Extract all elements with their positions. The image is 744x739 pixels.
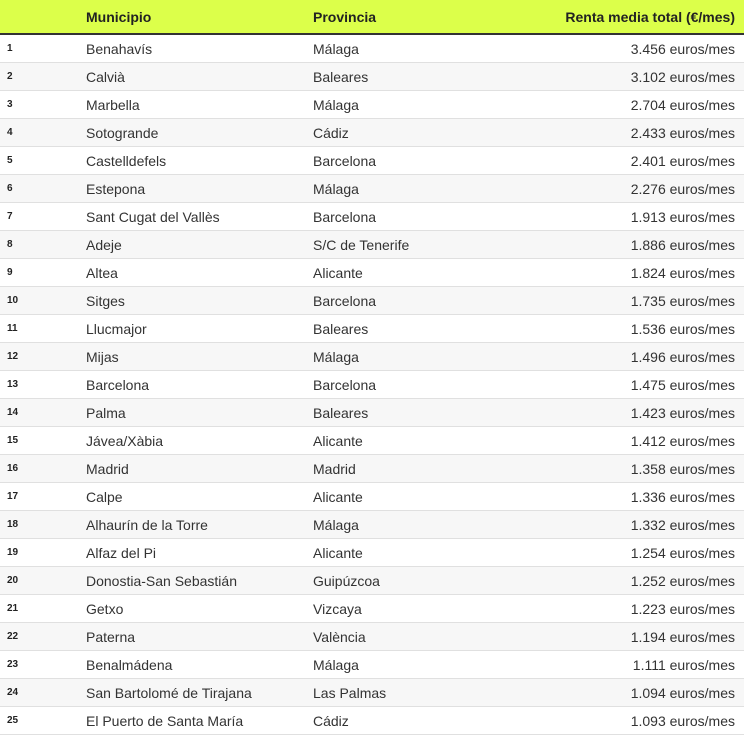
cell-provincia: Cádiz — [313, 124, 349, 141]
cell-provincia: Málaga — [313, 516, 359, 533]
cell-provincia: Madrid — [313, 460, 356, 477]
cell-rank: 7 — [7, 211, 13, 222]
cell-municipio: Calvià — [86, 68, 125, 85]
cell-provincia: Baleares — [313, 68, 369, 85]
cell-provincia: Barcelona — [313, 208, 377, 225]
cell-provincia: Baleares — [313, 320, 369, 337]
cell-rank: 17 — [7, 491, 19, 502]
table-row — [0, 455, 744, 483]
cell-municipio: Sitges — [86, 292, 125, 309]
table-row — [0, 287, 744, 315]
cell-provincia: Alicante — [313, 264, 363, 281]
cell-municipio: Sotogrande — [86, 124, 159, 141]
table-row — [0, 511, 744, 539]
cell-municipio: Benahavís — [86, 40, 153, 57]
cell-rank: 22 — [7, 631, 19, 642]
cell-provincia: Alicante — [313, 544, 363, 561]
cell-rank: 9 — [7, 267, 13, 278]
table-row — [0, 371, 744, 399]
cell-renta: 1.252 euros/mes — [630, 572, 735, 589]
table-header — [0, 0, 744, 35]
cell-municipio: Jávea/Xàbia — [86, 432, 164, 449]
cell-renta: 2.433 euros/mes — [630, 124, 735, 141]
table-row — [0, 259, 744, 287]
cell-provincia: Málaga — [313, 96, 359, 113]
table-row — [0, 539, 744, 567]
cell-renta: 1.194 euros/mes — [630, 628, 735, 645]
cell-municipio: Altea — [86, 264, 118, 281]
cell-renta: 1.093 euros/mes — [630, 712, 735, 729]
cell-municipio: Marbella — [86, 96, 140, 113]
cell-provincia: Barcelona — [313, 376, 377, 393]
cell-renta: 1.254 euros/mes — [630, 544, 735, 561]
cell-rank: 11 — [7, 323, 18, 334]
cell-provincia: Guipúzcoa — [313, 572, 380, 589]
table-row — [0, 231, 744, 259]
cell-rank: 1 — [7, 43, 13, 54]
cell-renta: 1.536 euros/mes — [630, 320, 735, 337]
cell-rank: 16 — [7, 463, 19, 474]
cell-rank: 24 — [7, 687, 19, 698]
cell-municipio: Estepona — [86, 180, 146, 197]
cell-provincia: Vizcaya — [313, 600, 362, 617]
table-row — [0, 623, 744, 651]
table-row — [0, 427, 744, 455]
cell-municipio: El Puerto de Santa María — [86, 712, 244, 729]
cell-rank: 13 — [7, 379, 19, 390]
cell-renta: 1.223 euros/mes — [630, 600, 735, 617]
cell-renta: 2.276 euros/mes — [630, 180, 735, 197]
cell-renta: 1.358 euros/mes — [630, 460, 735, 477]
table-row — [0, 399, 744, 427]
cell-municipio: Mijas — [86, 348, 119, 365]
table-row — [0, 707, 744, 735]
cell-municipio: Alfaz del Pi — [86, 544, 157, 561]
cell-municipio: Madrid — [86, 460, 129, 477]
cell-rank: 21 — [7, 603, 19, 614]
table-row — [0, 567, 744, 595]
header-provincia: Provincia — [313, 8, 377, 25]
cell-provincia: S/C de Tenerife — [313, 236, 410, 253]
cell-municipio: Llucmajor — [86, 320, 147, 337]
cell-provincia: Baleares — [313, 404, 369, 421]
cell-rank: 4 — [7, 127, 13, 138]
cell-provincia: Málaga — [313, 348, 359, 365]
table-row — [0, 91, 744, 119]
cell-rank: 20 — [7, 575, 19, 586]
table-row — [0, 147, 744, 175]
cell-municipio: Benalmádena — [86, 656, 173, 673]
cell-provincia: Málaga — [313, 656, 359, 673]
cell-provincia: Cádiz — [313, 712, 349, 729]
cell-provincia: Alicante — [313, 488, 363, 505]
cell-rank: 8 — [7, 239, 13, 250]
cell-municipio: San Bartolomé de Tirajana — [86, 684, 252, 701]
cell-renta: 1.824 euros/mes — [630, 264, 735, 281]
cell-municipio: Getxo — [86, 600, 124, 617]
cell-rank: 25 — [7, 715, 19, 726]
cell-municipio: Alhaurín de la Torre — [86, 516, 208, 533]
cell-municipio: Calpe — [86, 488, 123, 505]
table-row — [0, 343, 744, 371]
header-municipio: Municipio — [86, 8, 152, 25]
cell-renta: 1.886 euros/mes — [630, 236, 735, 253]
cell-municipio: Palma — [86, 404, 126, 421]
cell-renta: 1.475 euros/mes — [630, 376, 735, 393]
cell-renta: 3.456 euros/mes — [630, 40, 735, 57]
cell-renta: 1.111 euros/mes — [632, 656, 735, 673]
table-row — [0, 63, 744, 91]
cell-rank: 12 — [7, 351, 19, 362]
cell-rank: 15 — [7, 435, 19, 446]
cell-provincia: Barcelona — [313, 152, 377, 169]
cell-renta: 2.401 euros/mes — [630, 152, 735, 169]
cell-municipio: Donostia-San Sebastián — [86, 572, 237, 589]
cell-renta: 1.336 euros/mes — [630, 488, 735, 505]
header-renta: Renta media total (€/mes) — [565, 8, 735, 25]
cell-rank: 14 — [7, 407, 19, 418]
cell-renta: 3.102 euros/mes — [630, 68, 735, 85]
table-row — [0, 315, 744, 343]
cell-provincia: Las Palmas — [313, 684, 387, 701]
cell-provincia: Barcelona — [313, 292, 377, 309]
table-row — [0, 651, 744, 679]
cell-provincia: Málaga — [313, 180, 359, 197]
cell-rank: 10 — [7, 295, 19, 306]
cell-municipio: Castelldefels — [86, 152, 167, 169]
cell-provincia: Málaga — [313, 40, 359, 57]
cell-provincia: València — [313, 628, 366, 645]
cell-municipio: Barcelona — [86, 376, 150, 393]
cell-provincia: Alicante — [313, 432, 363, 449]
table-row — [0, 175, 744, 203]
cell-renta: 1.094 euros/mes — [630, 684, 735, 701]
cell-rank: 23 — [7, 659, 19, 670]
table-body — [0, 35, 744, 735]
table-row — [0, 483, 744, 511]
cell-rank: 18 — [7, 519, 19, 530]
cell-municipio: Adeje — [86, 236, 122, 253]
cell-renta: 1.913 euros/mes — [630, 208, 735, 225]
cell-renta: 1.735 euros/mes — [630, 292, 735, 309]
cell-municipio: Sant Cugat del Vallès — [86, 208, 220, 225]
cell-renta: 1.412 euros/mes — [630, 432, 735, 449]
cell-renta: 1.332 euros/mes — [630, 516, 735, 533]
cell-rank: 2 — [7, 71, 13, 82]
cell-renta: 1.423 euros/mes — [630, 404, 735, 421]
cell-rank: 3 — [7, 99, 13, 110]
table-row — [0, 35, 744, 63]
cell-municipio: Paterna — [86, 628, 136, 645]
cell-rank: 19 — [7, 547, 19, 558]
table-row — [0, 119, 744, 147]
table-row — [0, 595, 744, 623]
cell-rank: 6 — [7, 183, 13, 194]
cell-renta: 2.704 euros/mes — [630, 96, 735, 113]
table-row — [0, 203, 744, 231]
cell-rank: 5 — [7, 155, 13, 166]
table-row — [0, 679, 744, 707]
cell-renta: 1.496 euros/mes — [630, 348, 735, 365]
